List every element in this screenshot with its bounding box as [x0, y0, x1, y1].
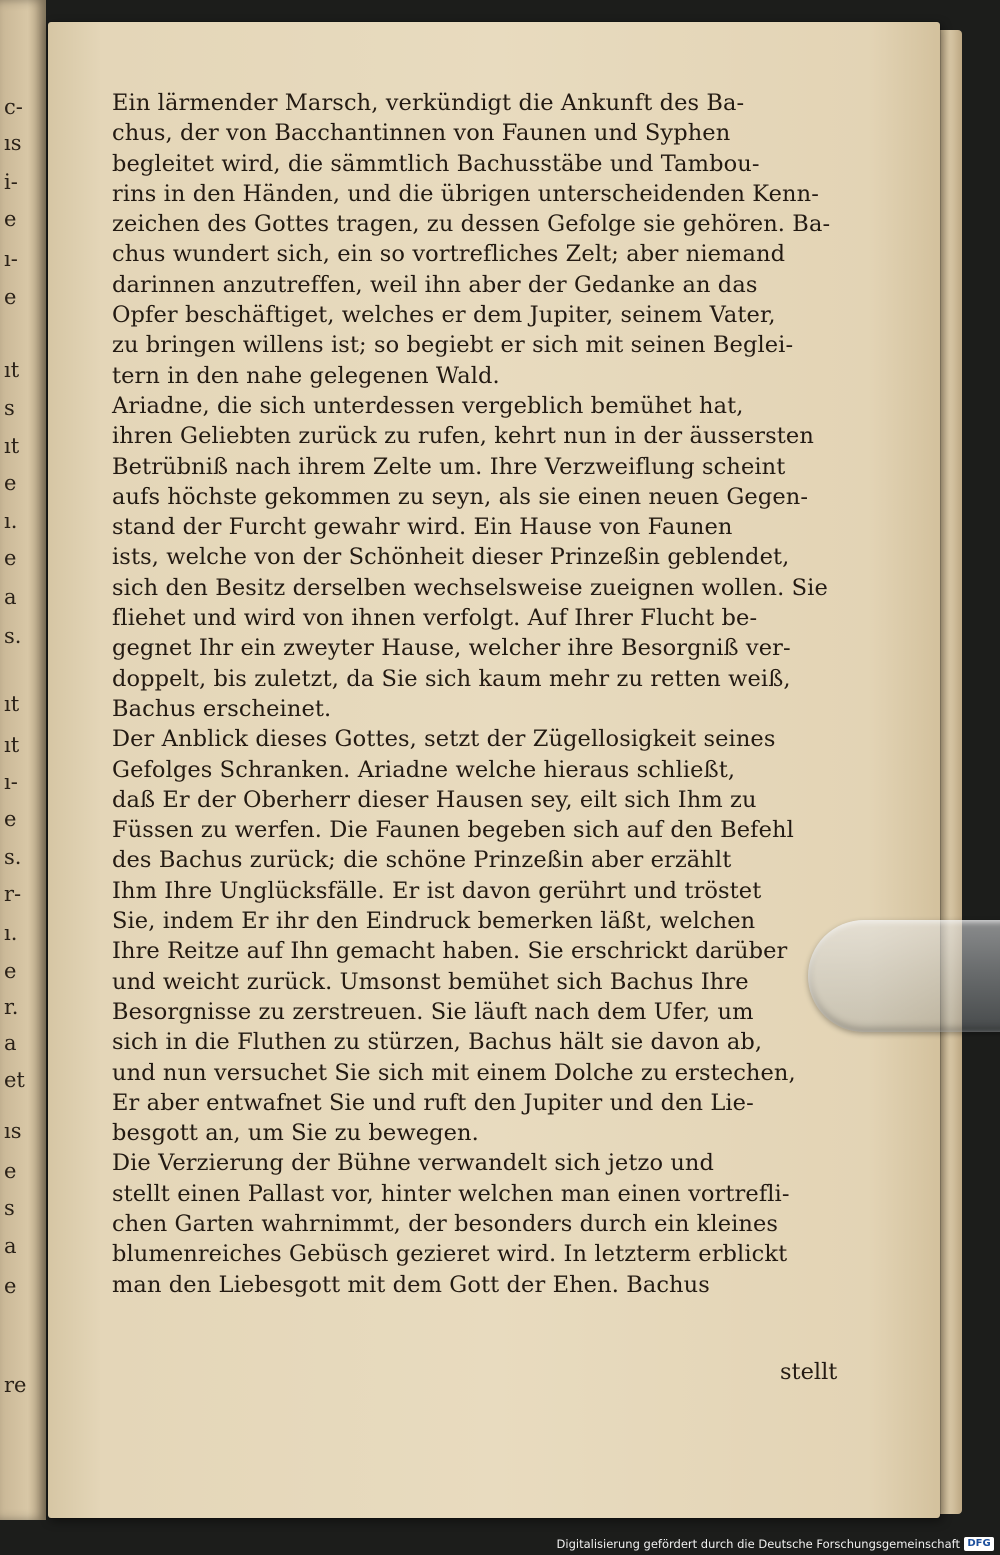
text-line: besgott an, um Sie zu bewegen. — [112, 1120, 479, 1147]
left-page-fragment: e — [4, 1159, 17, 1183]
left-page-fragment: e — [4, 807, 17, 831]
text-line: fliehet und wird von ihnen verfolgt. Auf Ihrer Flucht be- — [112, 605, 758, 632]
text-line: begleitet wird, die sämmtlich Bachusstäbe und Tambou- — [112, 150, 760, 177]
left-page-fragment: e — [4, 471, 17, 495]
left-page-fragment: ıt — [4, 692, 20, 716]
dfg-logo-icon: DFG — [964, 1537, 994, 1551]
left-page-fragment: ıt — [4, 434, 20, 458]
left-page-fragment: s — [4, 396, 15, 420]
text-line: Gefolges Schranken. Ariadne welche hieraus schließt, — [112, 756, 736, 783]
left-page-fragment: s — [4, 1196, 15, 1220]
text-line: stellt einen Pallast vor, hinter welchen man einen vortrefli- — [112, 1180, 790, 1207]
text-line: Füssen zu werfen. Die Faunen begeben sich auf den Befehl — [112, 817, 794, 844]
text-line: Ihre Reitze auf Ihn gemacht haben. Sie erschrickt darüber — [112, 938, 788, 965]
left-page-fragment: ı- — [4, 770, 18, 794]
text-line: aufs höchste gekommen zu seyn, als sie einen neuen Gegen- — [112, 483, 809, 510]
text-line: Ihm Ihre Unglücksfälle. Er ist davon gerührt und tröstet — [112, 877, 762, 904]
page-body-text — [112, 88, 832, 1300]
adjacent-left-page — [0, 0, 46, 1520]
left-page-fragment: ıt — [4, 733, 20, 757]
left-page-fragment: e — [4, 546, 17, 570]
text-line: und nun versuchet Sie sich mit einem Dolche zu erstechen, — [112, 1059, 796, 1086]
left-page-fragment: e — [4, 959, 17, 983]
left-page-fragment: ı. — [4, 509, 18, 533]
page-edge — [938, 30, 962, 1514]
text-line: Besorgnisse zu zerstreuen. Sie läuft nach dem Ufer, um — [112, 998, 754, 1025]
text-line: darinnen anzutreffen, weil ihn aber der Gedanke an das — [112, 271, 758, 298]
text-line: sich den Besitz derselben wechselsweise zueignen wollen. Sie — [112, 574, 828, 601]
text-line: man den Liebesgott mit dem Gott der Ehen. Bachus — [112, 1271, 710, 1298]
text-line: ists, welche von der Schönheit dieser Prinzeßin geblendet, — [112, 544, 790, 571]
text-line: Er aber entwafnet Sie und ruft den Jupiter und den Lie- — [112, 1089, 754, 1116]
text-line: Opfer beschäftiget, welches er dem Jupiter, seinem Vater, — [112, 302, 776, 329]
left-page-fragment: e — [4, 285, 17, 309]
text-line: ihren Geliebten zurück zu rufen, kehrt nun in der äussersten — [112, 423, 814, 450]
left-page-fragment: re — [4, 1373, 27, 1397]
text-line: gegnet Ihr ein zweyter Hause, welcher ihre Besorgniß ver- — [112, 635, 791, 662]
text-line: tern in den nahe gelegenen Wald. — [112, 362, 500, 389]
funding-credit: Digitalisierung gefördert durch die Deutsche Forschungsgemeinschaft — [556, 1537, 960, 1551]
text-line: sich in die Fluthen zu stürzen, Bachus hält sie davon ab, — [112, 1029, 763, 1056]
text-line: Bachus erscheinet. — [112, 695, 332, 722]
text-line: daß Er der Oberherr dieser Hausen sey, eilt sich Ihm zu — [112, 786, 757, 813]
text-line: zeichen des Gottes tragen, zu dessen Gefolge sie gehören. Ba- — [112, 211, 831, 238]
text-line: blumenreiches Gebüsch gezieret wird. In letzterm erblickt — [112, 1241, 788, 1268]
text-line: chen Garten wahrnimmt, der besonders durch ein kleines — [112, 1210, 779, 1237]
left-page-fragment: ıt — [4, 358, 20, 382]
left-page-fragment: ı. — [4, 921, 18, 945]
text-line: des Bachus zurück; die schöne Prinzeßin aber erzählt — [112, 847, 732, 874]
text-line: stand der Furcht gewahr wird. Ein Hause von Faunen — [112, 514, 733, 541]
text-line: rins in den Händen, und die übrigen unterscheidenden Kenn- — [112, 180, 819, 207]
left-page-fragment: e — [4, 1274, 17, 1298]
left-page-fragment: i- — [4, 170, 18, 194]
left-page-fragment: a — [4, 585, 17, 609]
left-page-fragment: r- — [4, 882, 22, 906]
text-line: und weicht zurück. Umsonst bemühet sich Bachus Ihre — [112, 968, 749, 995]
footer-bar — [0, 1534, 1000, 1555]
catchword: stellt — [780, 1359, 838, 1385]
left-page-fragment: ı- — [4, 247, 18, 271]
left-page-fragment: c- — [4, 95, 23, 119]
left-page-fragment: ıs — [4, 1119, 22, 1143]
text-line: chus wundert sich, ein so vortrefliches Zelt; aber niemand — [112, 241, 786, 268]
text-line: Der Anblick dieses Gottes, setzt der Zügellosigkeit seines — [112, 726, 776, 753]
text-line: Ariadne, die sich unterdessen vergeblich bemühet hat, — [112, 392, 744, 419]
left-page-fragment: r. — [4, 995, 19, 1019]
text-line: Die Verzierung der Bühne verwandelt sich jetzo und — [112, 1150, 715, 1177]
left-page-fragment: e — [4, 207, 17, 231]
text-line: Betrübniß nach ihrem Zelte um. Ihre Verzweiflung scheint — [112, 453, 786, 480]
left-page-fragment: ıs — [4, 131, 22, 155]
left-page-fragment: a — [4, 1234, 17, 1258]
text-line: zu bringen willens ist; so begiebt er sich mit seinen Beglei- — [112, 332, 794, 359]
text-line: Sie, indem Er ihr den Eindruck bemerken läßt, welchen — [112, 908, 756, 935]
glass-weight-object — [808, 920, 1000, 1032]
left-page-fragment: et — [4, 1068, 25, 1092]
left-page-fragment: a — [4, 1031, 17, 1055]
text-line: Ein lärmender Marsch, verkündigt die Ankunft des Ba- — [112, 90, 745, 116]
left-page-fragment: s. — [4, 624, 22, 648]
text-line: chus, der von Bacchantinnen von Faunen und Syphen — [112, 120, 731, 147]
left-page-fragment: s. — [4, 845, 22, 869]
text-line: doppelt, bis zuletzt, da Sie sich kaum mehr zu retten weiß, — [112, 665, 791, 692]
book-page — [48, 22, 940, 1518]
